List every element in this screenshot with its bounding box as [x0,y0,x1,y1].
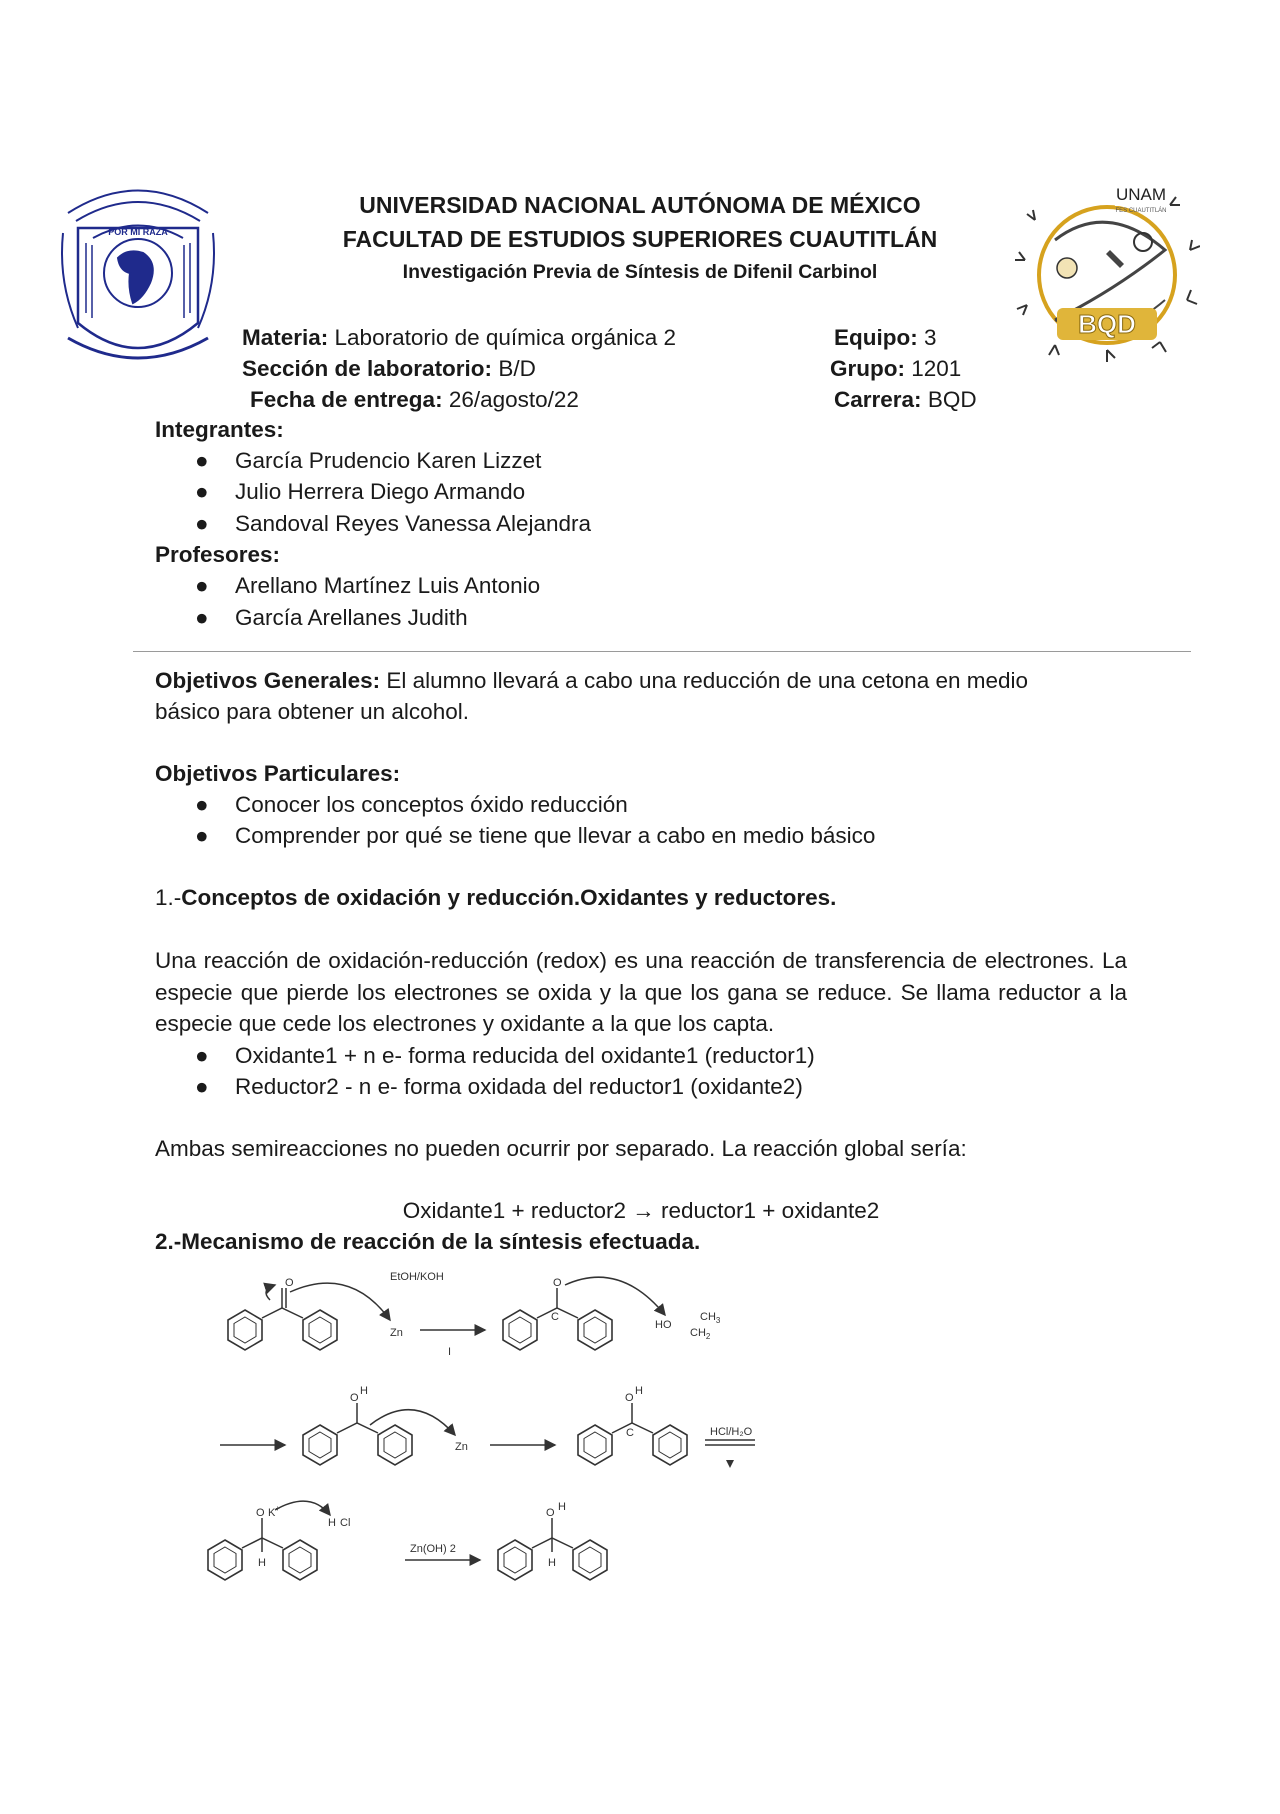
list-item: ● Oxidante1 + n e- forma reducida del oxidante1 (reductor1) [195,1043,815,1068]
integrantes-heading: Integrantes: [155,417,284,442]
objetivos-generales-text: El alumno llevará a cabo una reducción de una cetona en medio [380,668,1029,693]
benzene-ring [578,1310,612,1350]
objetivos-particulares-heading: Objetivos Particulares: [155,761,401,786]
atom-c: C [626,1427,634,1439]
global-equation: Oxidante1 + reductor2 → reductor1 + oxidante2 [402,1198,880,1223]
materia-row [242,322,676,353]
benzene-ring [228,1310,262,1350]
benzene-ring [653,1425,687,1465]
atom-o: O [350,1392,359,1404]
list-item: ● Julio Herrera Diego Armando [195,479,526,504]
svg-text:POR MI RAZA: POR MI RAZA [108,227,168,237]
atom-cl: Cl [340,1517,351,1529]
carrera-label: Carrera: [834,387,922,412]
hcl-h2o-label: HCl/H₂O [710,1426,753,1438]
benzene-ring [573,1540,607,1580]
equipo-row [834,322,937,353]
ethanol-label: HO [655,1319,672,1331]
zn-label: Zn [455,1441,468,1453]
atom-o: O [546,1507,555,1519]
section-2-title: 2.-Mecanismo de reacción de la síntesis efectuada. [155,1229,701,1254]
logo-bqd-text: BQD [1078,309,1136,339]
list-item: ● Comprender por qué se tiene que llevar a cabo en medio básico [195,823,876,848]
fecha-row [250,384,579,415]
carrera-value: BQD [921,387,977,412]
objetivos-generales-label: Objetivos Generales: [155,668,381,693]
logo-fes-text: FES CUAUTITLÁN [1115,208,1167,214]
list-item: ● Reductor2 - n e- forma oxidada del reductor1 (oxidante2) [195,1074,803,1099]
benzene-ring [503,1310,537,1350]
atom-o: O [285,1277,294,1289]
list-item: ● Sandoval Reyes Vanessa Alejandra [195,511,592,536]
section-1-closing: Ambas semireacciones no pueden ocurrir por separado. La reacción global sería: [155,1136,967,1161]
seccion-value: B/D [492,356,536,381]
atom-k: K+ [268,1504,281,1519]
step-label: I [448,1346,452,1358]
materia-value: Laboratorio de química orgánica 2 [328,325,676,350]
section-1-title: Conceptos de oxidación y reducción.Oxidantes y reductores. [181,885,837,910]
reagent-label: EtOH/KOH [390,1271,444,1283]
equipo-label: Equipo: [834,325,918,350]
grupo-label: Grupo: [830,356,905,381]
section-1-paragraph: Una reacción de oxidación-reducción (redox) es una reacción de transferencia de electrones. La especie que pierde los electrones se oxida y la que los gana se reduce. Se llama reductor a la especie que cede los electrones y oxidante a la que los capta. [155,948,1127,1036]
benzene-ring [208,1540,242,1580]
university-title: UNIVERSIDAD NACIONAL AUTÓNOMA DE MÉXICO [359,192,921,218]
list-item: ● García Arellanes Judith [195,605,468,630]
atom-h: H [548,1557,556,1569]
logo-unam-text: UNAM [1115,185,1167,204]
benzene-ring [498,1540,532,1580]
reaction-mechanism-diagram [200,1270,860,1600]
objetivos-generales [155,665,1028,696]
atom-h: H [635,1385,643,1397]
zn-label: Zn [390,1327,403,1339]
grupo-value: 1201 [904,356,962,381]
ch3-label: $CH_3$ [700,1311,721,1325]
carrera-row [834,384,977,415]
list-item: ● Conocer los conceptos óxido reducción [195,792,628,817]
equipo-value: 3 [917,325,937,350]
atom-h: H [558,1501,566,1513]
objetivos-generales-line2: básico para obtener un alcohol. [155,699,469,724]
grupo-row [830,353,961,384]
seccion-label: Sección de laboratorio: [242,356,493,381]
atom-h: H [258,1557,266,1569]
list-item: ● Arellano Martínez Luis Antonio [195,573,541,598]
section-1-number: 1.- [155,885,182,910]
atom-o: O [625,1392,634,1404]
profesores-heading: Profesores: [155,542,281,567]
ch2-label: $CH_2$ [690,1327,711,1341]
atom-o: O [553,1277,562,1289]
benzene-ring [283,1540,317,1580]
benzene-ring [303,1310,337,1350]
document-subtitle: Investigación Previa de Síntesis de Difenil Carbinol [402,261,878,283]
benzene-ring [378,1425,412,1465]
unam-logo [58,173,218,373]
seccion-row [242,353,536,384]
materia-label: Materia: [242,325,329,350]
benzene-ring [303,1425,337,1465]
divider [133,651,1191,652]
fecha-label: Fecha de entrega: [250,387,443,412]
list-item: ● García Prudencio Karen Lizzet [195,448,542,473]
faculty-title: FACULTAD DE ESTUDIOS SUPERIORES CUAUTITLÁN [342,226,938,252]
atom-h: H [328,1517,336,1529]
atom-o: O [256,1507,265,1519]
fecha-value: 26/agosto/22 [442,387,579,412]
znoh2-label: Zn(OH) 2 [410,1543,456,1555]
section-1-heading [155,882,836,913]
benzene-ring [578,1425,612,1465]
atom-h: H [360,1385,368,1397]
atom-c: C [551,1311,559,1323]
